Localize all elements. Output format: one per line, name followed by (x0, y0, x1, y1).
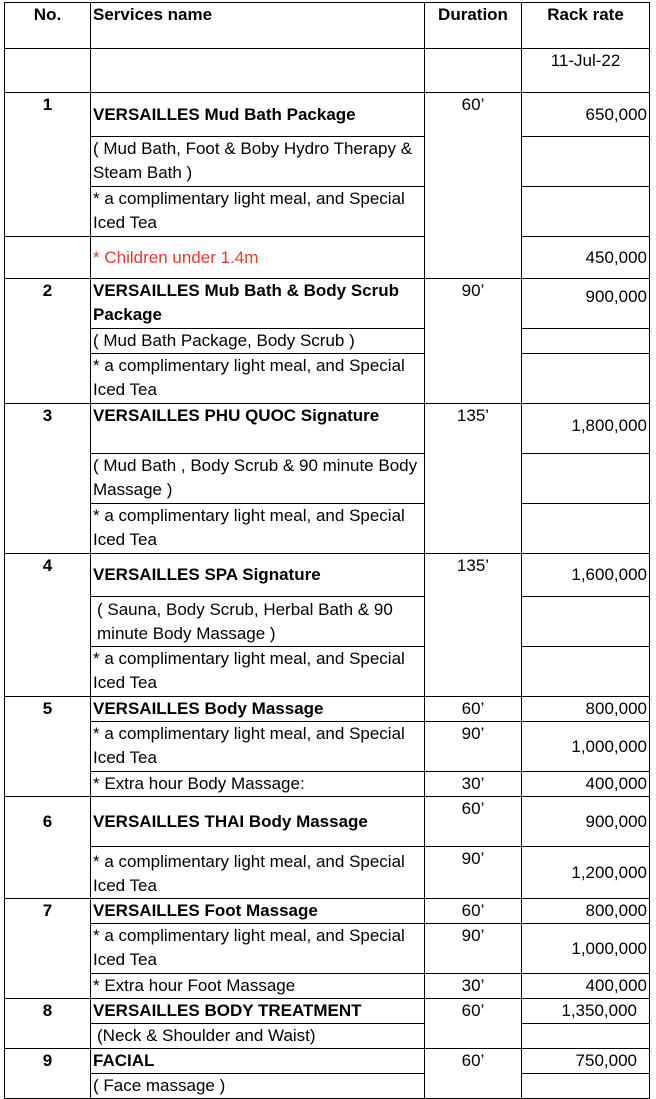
service-name: FACIAL (91, 1049, 425, 1074)
service-name: VERSAILLES Body Massage (91, 697, 425, 722)
empty-cell (522, 187, 650, 237)
service-rate: 1,000,000 (522, 722, 650, 772)
service-number: 2 (5, 279, 91, 404)
empty-cell (522, 329, 650, 354)
service-rate: 650,000 (522, 93, 650, 137)
service-rate: 400,000 (522, 974, 650, 999)
table-row (5, 93, 650, 137)
service-rate: 750,000 (522, 1049, 650, 1074)
service-rate: 900,000 (522, 279, 650, 329)
service-meal-note: * a complimentary light meal, and Special Iced Tea (91, 847, 425, 899)
empty-cell (522, 137, 650, 187)
service-duration: 60’ (425, 999, 522, 1049)
service-duration: 90’ (425, 722, 522, 772)
table-row (5, 187, 650, 237)
service-number: 5 (5, 697, 91, 797)
service-name: VERSAILLES BODY TREATMENT (91, 999, 425, 1024)
header-row (5, 3, 650, 49)
service-number: 9 (5, 1049, 91, 1099)
service-duration: 30’ (425, 772, 522, 797)
service-duration: 60’ (425, 93, 522, 279)
table-row (5, 847, 650, 899)
table-row (5, 279, 650, 329)
service-description: ( Face massage ) (91, 1074, 425, 1099)
table-row (5, 1024, 650, 1049)
table-row (5, 722, 650, 772)
table-row (5, 554, 650, 597)
service-rate: 1,200,000 (522, 847, 650, 899)
table-row (5, 999, 650, 1024)
extra-hour-note: * Extra hour Foot Massage (91, 974, 425, 999)
table-row (5, 697, 650, 722)
service-duration: 135’ (425, 404, 522, 554)
extra-hour-note: * Extra hour Body Massage: (91, 772, 425, 797)
service-meal-note: * a complimentary light meal, and Special Iced Tea (91, 504, 425, 554)
service-name: VERSAILLES SPA Signature (91, 554, 425, 597)
empty-cell (522, 504, 650, 554)
empty-cell (522, 454, 650, 504)
table-row (5, 899, 650, 924)
children-rate: 450,000 (522, 237, 650, 279)
empty-cell (5, 49, 91, 93)
service-description: ( Mud Bath, Foot & Boby Hydro Therapy & Steam Bath ) (91, 137, 425, 187)
service-name: VERSAILLES THAI Body Massage (91, 797, 425, 847)
empty-cell (522, 597, 650, 647)
table-row (5, 354, 650, 404)
service-duration: 90’ (425, 924, 522, 974)
service-meal-note: * a complimentary light meal, and Special Iced Tea (91, 647, 425, 697)
service-description: (Neck & Shoulder and Waist) (91, 1024, 425, 1049)
table-row (5, 797, 650, 847)
service-rate: 1,350,000 (522, 999, 650, 1024)
table-row (5, 1049, 650, 1074)
table-row (5, 647, 650, 697)
service-description: ( Mud Bath , Body Scrub & 90 minute Body Massage ) (91, 454, 425, 504)
table-row (5, 597, 650, 647)
service-number: 1 (5, 93, 91, 237)
service-rate: 800,000 (522, 697, 650, 722)
service-duration: 60’ (425, 1049, 522, 1099)
service-duration: 60’ (425, 899, 522, 924)
price-list-table (4, 2, 650, 1099)
empty-cell (522, 647, 650, 697)
service-rate: 800,000 (522, 899, 650, 924)
service-duration: 60’ (425, 797, 522, 847)
table-row (5, 137, 650, 187)
empty-cell (425, 49, 522, 93)
service-rate: 1,600,000 (522, 554, 650, 597)
date-row (5, 49, 650, 93)
service-duration: 90’ (425, 279, 522, 404)
empty-cell (5, 237, 91, 279)
service-meal-note: * a complimentary light meal, and Special Iced Tea (91, 924, 425, 974)
service-name: VERSAILLES Mub Bath & Body Scrub Package (91, 279, 425, 329)
service-rate: 900,000 (522, 797, 650, 847)
header-no: No. (5, 3, 91, 49)
service-rate: 1,000,000 (522, 924, 650, 974)
table-row (5, 454, 650, 504)
table-row (5, 772, 650, 797)
table-row (5, 329, 650, 354)
table-row (5, 924, 650, 974)
service-number: 6 (5, 797, 91, 899)
table-row (5, 504, 650, 554)
empty-cell (91, 49, 425, 93)
table-row (5, 1074, 650, 1099)
children-note: * Children under 1.4m (91, 237, 425, 279)
service-number: 4 (5, 554, 91, 697)
service-meal-note: * a complimentary light meal, and Special Iced Tea (91, 354, 425, 404)
service-name: VERSAILLES Mud Bath Package (91, 93, 425, 137)
service-meal-note: * a complimentary light meal, and Special Iced Tea (91, 187, 425, 237)
rate-date: 11-Jul-22 (522, 49, 650, 93)
service-duration: 30’ (425, 974, 522, 999)
header-rate: Rack rate (522, 3, 650, 49)
service-rate: 1,800,000 (522, 404, 650, 454)
service-name: VERSAILLES PHU QUOC Signature (91, 404, 425, 454)
service-meal-note: * a complimentary light meal, and Special Iced Tea (91, 722, 425, 772)
service-number: 8 (5, 999, 91, 1049)
table-row (5, 974, 650, 999)
header-duration: Duration (425, 3, 522, 49)
service-rate: 400,000 (522, 772, 650, 797)
header-services: Services name (91, 3, 425, 49)
table-row (5, 237, 650, 279)
service-name: VERSAILLES Foot Massage (91, 899, 425, 924)
service-duration: 90’ (425, 847, 522, 899)
empty-cell (522, 1074, 650, 1099)
service-number: 3 (5, 404, 91, 554)
service-duration: 60’ (425, 697, 522, 722)
service-description: ( Sauna, Body Scrub, Herbal Bath & 90 minute Body Massage ) (91, 597, 425, 647)
service-number: 7 (5, 899, 91, 999)
table-row (5, 404, 650, 454)
service-duration: 135’ (425, 554, 522, 697)
empty-cell (522, 1024, 650, 1049)
service-description: ( Mud Bath Package, Body Scrub ) (91, 329, 425, 354)
empty-cell (522, 354, 650, 404)
